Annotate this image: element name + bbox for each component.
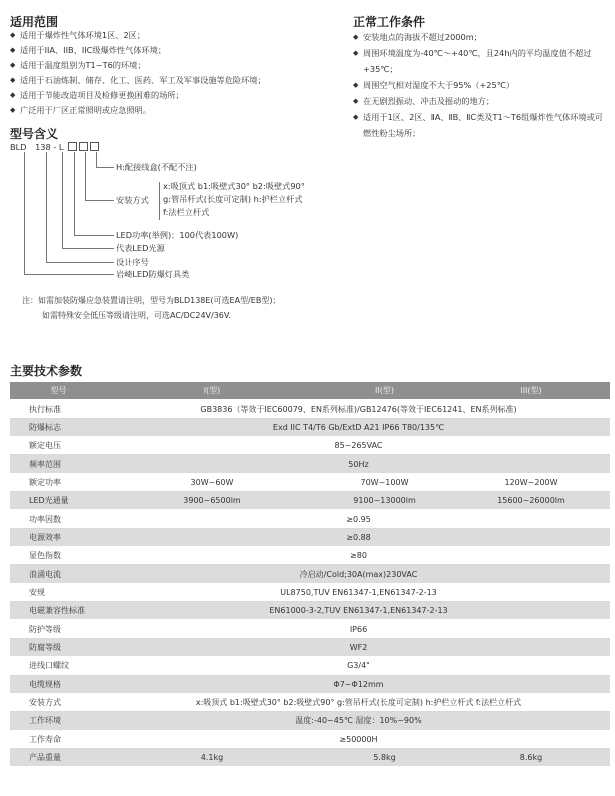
list-item: ◆ 适用于节能改造项目及检修更换困难的场所； — [10, 88, 266, 103]
row-value: 4.1kg — [107, 748, 317, 766]
table-row — [10, 748, 610, 766]
spec-table — [10, 382, 610, 767]
label-design: 设计序号 — [116, 257, 149, 267]
label-mount: 安装方式 — [116, 195, 149, 205]
row-value: UL8750,TUV EN61347-1,EN61347-2-13 — [107, 583, 610, 601]
tree-line — [24, 274, 114, 275]
list-item: ◆ 周围环境温度为-40℃～+40℃，且24h内的平均温度值不超过+35℃； — [353, 45, 611, 77]
bullet-icon: ◆ — [10, 106, 16, 114]
table-row — [10, 528, 610, 546]
label-source: 代表LED光源 — [116, 243, 165, 253]
row-label: 工作环境 — [10, 712, 107, 730]
table-row — [10, 473, 610, 491]
list-item: ◆ 适用于爆炸性气体环境1区、2区； — [10, 28, 266, 43]
conditions-title: 正常工作条件 — [353, 15, 426, 29]
table-row — [10, 620, 610, 638]
tree-line — [62, 248, 114, 249]
bullet-icon: ◆ — [10, 46, 16, 54]
bullet-icon: ◆ — [10, 91, 16, 99]
model-title: 型号含义 — [10, 127, 59, 141]
label-power: LED功率(举例)：100代表100W) — [116, 230, 239, 240]
row-label: 电源效率 — [10, 528, 107, 546]
row-value: ≥0.88 — [107, 528, 610, 546]
row-value: 30W~60W — [107, 473, 317, 491]
row-label: 安装方式 — [10, 693, 107, 711]
list-item: ◆ 适用于石油炼制、储存、化工、医药、军工及军事设施等危险环境； — [10, 73, 266, 88]
list-item: ◆ 适用于1区、2区、ⅡA、ⅡB、ⅡC类及T1～T6组爆炸性气体环境或可燃性粉尘场所； — [353, 109, 611, 141]
bullet-icon: ◆ — [10, 31, 16, 39]
model-prefix: BLD — [10, 142, 27, 152]
row-label: 功率因数 — [10, 510, 107, 528]
row-label: 额定电压 — [10, 437, 107, 455]
row-label: 电缆规格 — [10, 675, 107, 693]
model-code — [10, 142, 99, 152]
table-row — [10, 675, 610, 693]
row-value: GB3836（等效于IEC60079、EN系列标准)/GB12476(等效于IEC61241、EN系列标准) — [107, 400, 610, 418]
code-box — [79, 142, 88, 151]
table-row — [10, 638, 610, 656]
table-row — [10, 730, 610, 748]
list-item: ◆ 在无剧烈振动、冲击及摇动的地方； — [353, 93, 611, 109]
mount-option: x:吸顶式 b1:吸壁式30° b2:吸壁式90° — [163, 181, 305, 191]
label-company: 岩崎LED防爆灯具类 — [116, 269, 190, 279]
tree-line — [46, 262, 114, 263]
table-row — [10, 565, 610, 583]
table-row — [10, 583, 610, 601]
row-value: 5.8kg — [317, 748, 452, 766]
row-value: G3/4" — [107, 657, 610, 675]
row-label: 产品重量 — [10, 748, 107, 766]
bullet-icon: ◆ — [10, 61, 16, 69]
bullet-icon: ◆ — [353, 97, 359, 105]
list-item: ◆ 周围空气相对湿度不大于95%（+25℃） — [353, 77, 611, 93]
row-value: 85~265VAC — [107, 437, 610, 455]
row-label: 显色指数 — [10, 547, 107, 565]
bullet-icon: ◆ — [353, 113, 359, 121]
table-header-row — [10, 382, 610, 400]
tree-line — [74, 152, 75, 236]
row-value: 冷启动/Cold;30A(max)230VAC — [107, 565, 610, 583]
row-value: IP66 — [107, 620, 610, 638]
row-label: 工作寿命 — [10, 730, 107, 748]
tree-line — [85, 200, 114, 201]
mount-options — [163, 180, 305, 219]
note-line: 注：如需加装防爆应急装置请注明，型号为BLD138E(可选EA型/EB型)； — [22, 296, 281, 305]
row-label: 进线口螺纹 — [10, 657, 107, 675]
row-label: 额定功率 — [10, 473, 107, 491]
table-row — [10, 602, 610, 620]
list-item: ◆ 广泛用于厂区正常照明或应急照明。 — [10, 103, 266, 118]
row-label: 电磁兼容性标准 — [10, 602, 107, 620]
table-row — [10, 455, 610, 473]
row-value: ≥50000H — [107, 730, 610, 748]
row-value: ≥80 — [107, 547, 610, 565]
row-value: ≥0.95 — [107, 510, 610, 528]
header-cell: III(型) — [452, 382, 610, 400]
header-cell: II(型) — [317, 382, 452, 400]
row-value: Φ7~Φ12mm — [107, 675, 610, 693]
tree-line — [62, 152, 63, 249]
table-row — [10, 657, 610, 675]
tree-line — [24, 152, 25, 275]
scope-list — [10, 28, 266, 118]
tree-line — [96, 152, 97, 168]
row-label: 浪涌电流 — [10, 565, 107, 583]
specs-title: 主要技术参数 — [10, 364, 83, 378]
list-item: ◆ 适用于温度组别为T1~T6的环境； — [10, 58, 266, 73]
table-row — [10, 693, 610, 711]
list-item: ◆ 适用于IIA、IIB、IIC级爆炸性气体环境； — [10, 43, 266, 58]
row-label: 安规 — [10, 583, 107, 601]
bullet-icon: ◆ — [353, 81, 359, 89]
row-value: 120W~200W — [452, 473, 610, 491]
tree-line — [74, 235, 114, 236]
table-row — [10, 437, 610, 455]
row-label: 防腐等级 — [10, 638, 107, 656]
row-value: 温度:-40~45℃ 湿度：10%~90% — [107, 712, 610, 730]
row-label: 执行标准 — [10, 400, 107, 418]
row-value: 70W~100W — [317, 473, 452, 491]
model-mid: 138 - L — [35, 142, 64, 152]
scope-title: 适用范围 — [10, 15, 59, 29]
table-row — [10, 492, 610, 510]
code-box — [90, 142, 99, 151]
list-item: ◆ 安装地点的海拔不超过2000m； — [353, 29, 611, 45]
row-label: 防护等级 — [10, 620, 107, 638]
row-label: 频率范围 — [10, 455, 107, 473]
table-row — [10, 547, 610, 565]
row-label: LED光通量 — [10, 492, 107, 510]
conditions-list — [353, 29, 611, 141]
row-value: x:吸顶式 b1:吸壁式30° b2:吸壁式90° g:管吊杆式(长度可定制) h:护栏立杆式 f:法栏立杆式 — [107, 693, 610, 711]
note-line: 如需特殊安全低压等级请注明，可选AC/DC24V/36V. — [42, 311, 231, 320]
mount-option: f:法栏立杆式 — [163, 207, 210, 217]
table-row — [10, 400, 610, 418]
row-value: Exd IIC T4/T6 Gb/ExtD A21 IP66 T80/135℃ — [107, 418, 610, 436]
row-value: 15600~26000lm — [452, 492, 610, 510]
row-value: EN61000-3-2,TUV EN61347-1,EN61347-2-13 — [107, 602, 610, 620]
label-junction-box: H:配接线盒(不配不注) — [116, 162, 197, 172]
bracket-line — [159, 182, 160, 220]
row-value: 8.6kg — [452, 748, 610, 766]
bullet-icon: ◆ — [10, 76, 16, 84]
table-row — [10, 418, 610, 436]
tree-line — [96, 167, 114, 168]
row-value: 9100~13000lm — [317, 492, 452, 510]
row-label: 防爆标志 — [10, 418, 107, 436]
table-row — [10, 712, 610, 730]
header-cell: I(型) — [107, 382, 317, 400]
row-value: 3900~6500lm — [107, 492, 317, 510]
tree-line — [46, 152, 47, 263]
header-cell: 型号 — [10, 382, 107, 400]
table-row — [10, 510, 610, 528]
mount-option: g:管吊杆式(长度可定制) h:护栏立杆式 — [163, 194, 303, 204]
code-box — [68, 142, 77, 151]
row-value: WF2 — [107, 638, 610, 656]
tree-line — [85, 152, 86, 201]
bullet-icon: ◆ — [353, 33, 359, 41]
bullet-icon: ◆ — [353, 49, 359, 57]
row-value: 50Hz — [107, 455, 610, 473]
